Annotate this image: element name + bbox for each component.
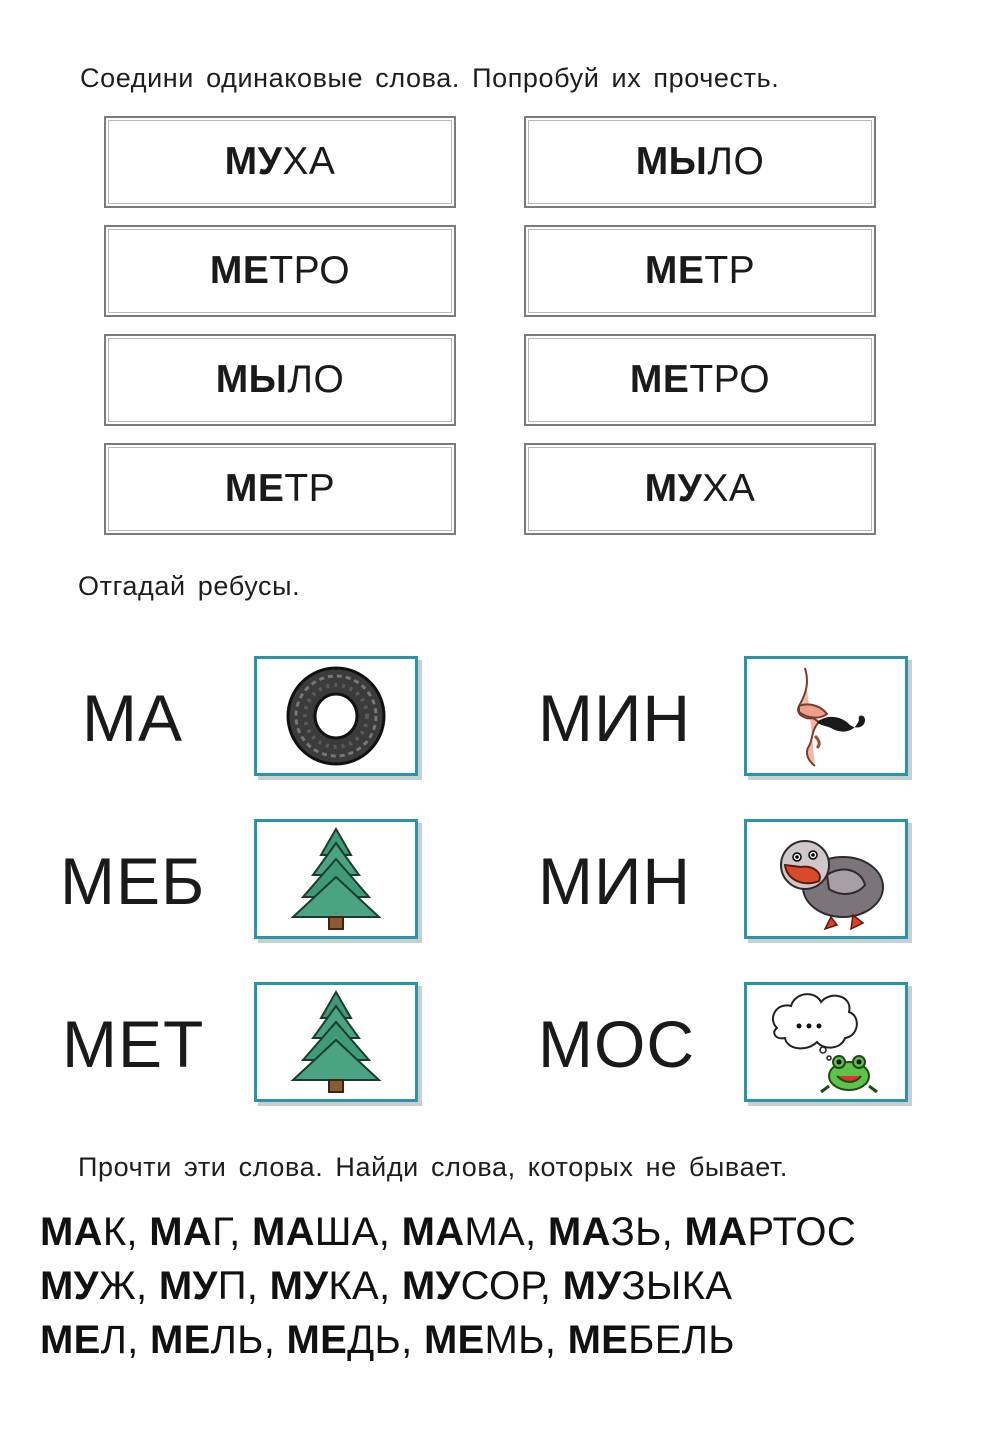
- right-word-box-4[interactable]: [524, 443, 876, 535]
- rebus-picture-1: [254, 656, 418, 776]
- word-bold-part: МУ: [644, 467, 703, 510]
- word-rest-part: МЬ,: [484, 1318, 557, 1362]
- word-bold-part: МЕ: [150, 1318, 211, 1362]
- word-item: [270, 1264, 391, 1308]
- rebus-syllable-6: МОС: [538, 1007, 695, 1081]
- word-bold-part: МА: [401, 1210, 465, 1254]
- word-rest-part: МА,: [464, 1210, 537, 1254]
- word-item: [402, 1264, 551, 1308]
- word-line-ma: [40, 1210, 856, 1255]
- tire-icon: [271, 662, 401, 770]
- word-bold-part: МУ: [562, 1264, 622, 1308]
- word-item: [159, 1264, 258, 1308]
- left-word-box-3[interactable]: [104, 334, 456, 426]
- word-rest-part: Л,: [100, 1318, 139, 1362]
- left-word-box-2[interactable]: [104, 225, 456, 317]
- word-bold-part: МУ: [224, 140, 283, 183]
- word-bold-part: МУ: [269, 1264, 329, 1308]
- word-rest-part: ША,: [314, 1210, 391, 1254]
- frog-thought-cloud-icon: [761, 988, 891, 1096]
- word-bold-part: МЕ: [644, 249, 705, 292]
- word-rest-part: СОР,: [460, 1264, 552, 1308]
- word-bold-part: МУ: [40, 1264, 99, 1308]
- word-item: [40, 1264, 147, 1308]
- right-word-box-2[interactable]: [524, 225, 876, 317]
- word-item: [563, 1264, 733, 1308]
- word-bold-part: МЕ: [423, 1318, 485, 1362]
- word-bold-part: МА: [149, 1210, 213, 1254]
- word-bold-part: МЕ: [40, 1318, 101, 1362]
- rebus-picture-2: [744, 656, 908, 776]
- word-bold-part: МА: [251, 1210, 315, 1254]
- word-bold-part: МЕ: [224, 467, 285, 510]
- word-rest-part: ТР: [704, 249, 756, 292]
- word-rest-part: П,: [217, 1264, 259, 1308]
- rebus-syllable-1: МА: [82, 681, 183, 755]
- nose-mustache-icon: [761, 662, 891, 770]
- right-word-box-3[interactable]: [524, 334, 876, 426]
- duck-icon: [761, 825, 891, 933]
- rebus-syllable-2: МИН: [538, 681, 692, 755]
- word-item: [685, 1210, 857, 1254]
- word-rest-part: ЗЫКА: [621, 1264, 733, 1308]
- word-bold-part: МА: [684, 1210, 748, 1254]
- rebus-instruction: Отгадай ребусы.: [78, 571, 301, 601]
- word-rest-part: К,: [102, 1210, 138, 1254]
- read-instruction: Прочти эти слова. Найди слова, которых не бывает.: [78, 1152, 788, 1182]
- word-rest-part: РТОС: [747, 1210, 857, 1254]
- word-line-me: [40, 1318, 735, 1363]
- word-rest-part: ЗЬ,: [610, 1210, 674, 1254]
- word-line-mu: [40, 1264, 732, 1309]
- rebus-syllable-3: МЕБ: [60, 844, 206, 918]
- word-rest-part: ТР: [284, 467, 336, 510]
- rebus-picture-5: [254, 982, 418, 1102]
- word-bold-part: МЕ: [286, 1318, 348, 1362]
- word-item: [252, 1210, 390, 1254]
- word-rest-part: КА,: [328, 1264, 391, 1308]
- word-rest-part: ТРО: [269, 249, 351, 292]
- rebus-picture-6: [744, 982, 908, 1102]
- word-bold-part: МЕ: [567, 1318, 629, 1362]
- fir-tree-icon: [271, 825, 401, 933]
- word-item: [40, 1318, 139, 1362]
- word-item: [149, 1210, 240, 1254]
- word-bold-part: МА: [547, 1210, 611, 1254]
- word-rest-part: ХА: [282, 140, 336, 183]
- word-item: [424, 1318, 556, 1362]
- word-rest-part: ТРО: [689, 358, 771, 401]
- word-bold-part: МЕ: [629, 358, 690, 401]
- word-item: [150, 1318, 275, 1362]
- word-bold-part: МУ: [401, 1264, 461, 1308]
- word-item: [402, 1210, 537, 1254]
- word-rest-part: ЛО: [707, 140, 765, 183]
- word-bold-part: МУ: [158, 1264, 218, 1308]
- word-item: [548, 1210, 673, 1254]
- word-item: [40, 1210, 138, 1254]
- left-word-box-1[interactable]: [104, 116, 456, 208]
- word-rest-part: Г,: [212, 1210, 241, 1254]
- rebus-picture-4: [744, 819, 908, 939]
- rebus-syllable-4: МИН: [538, 844, 692, 918]
- word-item: [568, 1318, 735, 1362]
- word-rest-part: ДЬ,: [347, 1318, 413, 1362]
- left-word-box-4[interactable]: [104, 443, 456, 535]
- word-bold-part: МА: [40, 1210, 103, 1254]
- word-item: [287, 1318, 413, 1362]
- word-rest-part: ЛО: [287, 358, 345, 401]
- word-rest-part: БЕЛЬ: [628, 1318, 735, 1362]
- word-rest-part: ЛЬ,: [210, 1318, 276, 1362]
- word-rest-part: ХА: [702, 467, 756, 510]
- fir-tree-icon: [271, 988, 401, 1096]
- word-rest-part: Ж,: [98, 1264, 148, 1308]
- word-bold-part: МЕ: [209, 249, 270, 292]
- match-instruction: Соедини одинаковые слова. Попробуй их прочесть.: [80, 63, 780, 93]
- word-bold-part: МЫ: [215, 358, 288, 401]
- rebus-syllable-5: МЕТ: [62, 1007, 205, 1081]
- right-word-box-1[interactable]: [524, 116, 876, 208]
- word-bold-part: МЫ: [635, 140, 708, 183]
- rebus-picture-3: [254, 819, 418, 939]
